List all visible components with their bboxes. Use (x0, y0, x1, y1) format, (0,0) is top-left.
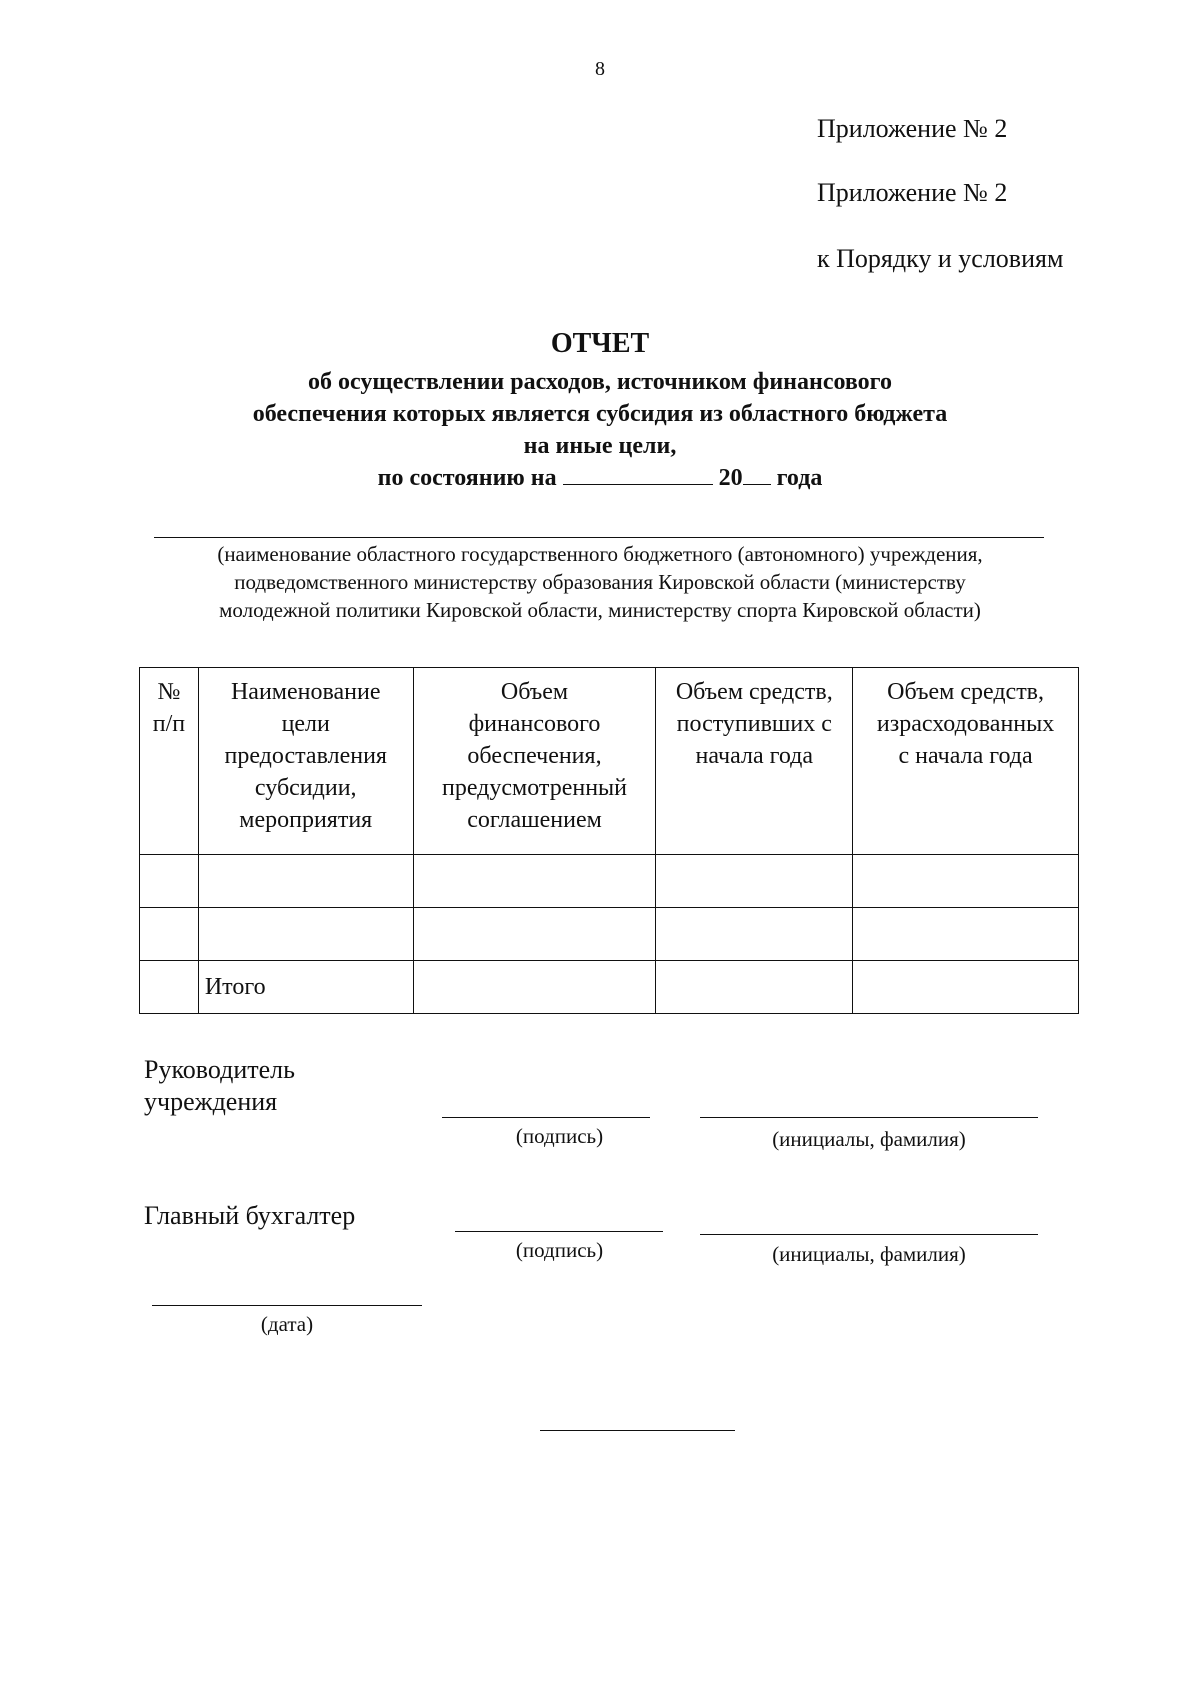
report-date-line (0, 462, 1200, 492)
table-cell (656, 961, 853, 1014)
subtitle-line-1: об осуществлении расходов, источником финансового (308, 369, 892, 395)
institution-caption-line-1: (наименование областного государственного бюджетного (автономного) учреждения, (217, 542, 983, 566)
date-suffix: года (776, 465, 823, 491)
table-cell (656, 908, 853, 961)
table-cell (140, 855, 199, 908)
head-signature-line (442, 1117, 650, 1118)
accountant-name-caption: (инициалы, фамилия) (772, 1242, 966, 1266)
table-cell (413, 855, 656, 908)
document-title: ОТЧЕТ (550, 328, 650, 359)
date-blank (563, 462, 713, 485)
table-row (140, 908, 1079, 961)
head-name-caption: (инициалы, фамилия) (772, 1127, 966, 1151)
institution-name-line (154, 537, 1044, 538)
column-header-spent: Объем средств, израсходованных с начала года (853, 668, 1079, 855)
subtitle-line-2: обеспечения которых является субсидия из областного бюджета (252, 401, 948, 427)
head-name-line (700, 1117, 1038, 1118)
head-label-line-2: учреждения (144, 1087, 278, 1116)
table-cell (198, 855, 413, 908)
head-label (144, 1054, 295, 1118)
table-cell (198, 908, 413, 961)
document-subtitle (0, 366, 1200, 462)
appendix-reference: к Порядку и условиям (817, 244, 1064, 273)
date-year: 20 (718, 465, 743, 491)
head-label-line-1: Руководитель (144, 1055, 295, 1084)
accountant-name-line (700, 1234, 1038, 1235)
table-cell (853, 961, 1079, 1014)
institution-caption (0, 540, 1200, 624)
report-table (139, 667, 1079, 1014)
total-label: Итого (198, 961, 413, 1014)
table-cell (413, 961, 656, 1014)
table-total-row (140, 961, 1079, 1014)
institution-caption-line-3: молодежной политики Кировской области, министерству спорта Кировской области) (219, 598, 981, 622)
table-cell (853, 908, 1079, 961)
accountant-signature-caption: (подпись) (515, 1238, 604, 1262)
end-of-document-line (540, 1430, 735, 1431)
table-cell (413, 908, 656, 961)
column-header-number: № п/п (140, 668, 199, 855)
table-cell (140, 961, 199, 1014)
date-prefix: по состоянию на (377, 465, 557, 491)
accountant-signature-line (455, 1231, 663, 1232)
date-caption: (дата) (260, 1312, 314, 1336)
page-number: 8 (595, 58, 605, 80)
appendix-label: Приложение № 2 (817, 114, 1008, 143)
chief-accountant-label: Главный бухгалтер (144, 1201, 356, 1230)
column-header-received: Объем средств, поступивших с начала года (656, 668, 853, 855)
column-header-funding-volume: Объем финансового обеспечения, предусмотренный соглашением (413, 668, 656, 855)
year-blank (743, 462, 771, 485)
subtitle-line-3: на иные цели, (523, 433, 677, 459)
table-cell (140, 908, 199, 961)
appendix-label-repeat: Приложение № 2 (817, 178, 1008, 207)
head-signature-caption: (подпись) (515, 1124, 604, 1148)
institution-caption-line-2: подведомственного министерству образования Кировской области (министерству (234, 570, 966, 594)
table-header-row (140, 668, 1079, 855)
table-cell (656, 855, 853, 908)
date-line (152, 1305, 422, 1306)
table-cell (853, 855, 1079, 908)
column-header-purpose: Наименование цели предоставления субсидии, мероприятия (198, 668, 413, 855)
table-row (140, 855, 1079, 908)
